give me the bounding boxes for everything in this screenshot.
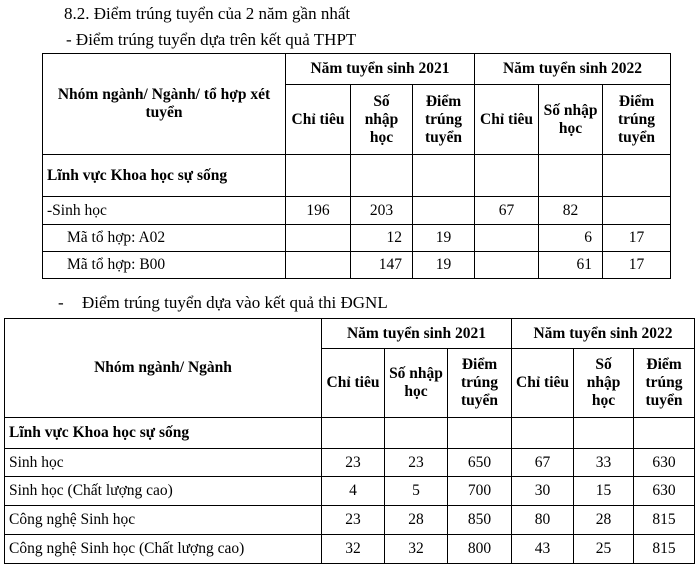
row-name: Sinh học (5, 449, 322, 477)
year-2022-header: Năm tuyển sinh 2022 (475, 54, 671, 85)
row-name: -Sinh học (43, 197, 286, 225)
score-2022: 630 (634, 449, 695, 477)
quota-2022: 80 (512, 506, 574, 535)
enrolled-2021: 32 (385, 535, 448, 564)
empty-cell (322, 418, 385, 449)
empty-cell (603, 155, 671, 197)
score-2022 (603, 197, 671, 225)
score-2021: 700 (448, 477, 512, 506)
col-score-2022: Điểm trúng tuyển (603, 85, 671, 155)
col-enrolled-2021: Số nhập học (385, 349, 448, 418)
quota-2022 (475, 225, 539, 252)
quota-2022: 67 (475, 197, 539, 225)
quota-2021: 23 (322, 449, 385, 477)
col-quota-2022: Chỉ tiêu (475, 85, 539, 155)
empty-cell (512, 418, 574, 449)
quota-2021: 32 (322, 535, 385, 564)
dgnl-dash: - (58, 293, 64, 312)
enrolled-2021: 23 (385, 449, 448, 477)
empty-cell (634, 418, 695, 449)
col-quota-2022: Chỉ tiêu (512, 349, 574, 418)
enrolled-2022: 25 (574, 535, 634, 564)
score-2022: 17 (603, 225, 671, 252)
col-enrolled-2021: Số nhập học (351, 85, 413, 155)
quota-2022 (475, 252, 539, 279)
quota-2022: 30 (512, 477, 574, 506)
enrolled-2022: 82 (539, 197, 603, 225)
quota-2021 (286, 225, 351, 252)
empty-cell (539, 155, 603, 197)
col-enrolled-2022: Số nhập học (539, 85, 603, 155)
row-name: Mã tổ hợp: B00 (43, 252, 286, 279)
col-score-2021: Điểm trúng tuyển (448, 349, 512, 418)
score-2021: 19 (413, 252, 475, 279)
enrolled-2022: 61 (539, 252, 603, 279)
table-row (5, 477, 695, 506)
field-label: Lĩnh vực Khoa học sự sống (43, 155, 286, 197)
thpt-score-table (42, 53, 671, 279)
enrolled-2022: 33 (574, 449, 634, 477)
enrolled-2021: 203 (351, 197, 413, 225)
quota-2021: 196 (286, 197, 351, 225)
score-2021: 800 (448, 535, 512, 564)
enrolled-2022: 15 (574, 477, 634, 506)
enrolled-2021: 147 (351, 252, 413, 279)
quota-2021 (286, 252, 351, 279)
empty-cell (286, 155, 351, 197)
score-2021: 850 (448, 506, 512, 535)
section-heading: 8.2. Điểm trúng tuyển của 2 năm gần nhất (64, 4, 351, 23)
quota-2022: 43 (512, 535, 574, 564)
table-row (5, 535, 695, 564)
col-enrolled-2022: Số nhập học (574, 349, 634, 418)
score-2021: 19 (413, 225, 475, 252)
quota-2022: 67 (512, 449, 574, 477)
table-row (5, 506, 695, 535)
dgnl-score-table (4, 318, 695, 564)
table-row (5, 449, 695, 477)
quota-2021: 4 (322, 477, 385, 506)
score-2022: 630 (634, 477, 695, 506)
table-row (43, 197, 671, 225)
col-score-2022: Điểm trúng tuyển (634, 349, 695, 418)
dgnl-heading-wrapper (58, 293, 388, 313)
col-score-2021: Điểm trúng tuyển (413, 85, 475, 155)
score-2022: 815 (634, 535, 695, 564)
empty-cell (574, 418, 634, 449)
group-header: Nhóm ngành/ Ngành (5, 319, 322, 418)
thpt-heading: - Điểm trúng tuyển dựa trên kết quả THPT (66, 30, 357, 49)
enrolled-2021: 28 (385, 506, 448, 535)
enrolled-2022: 28 (574, 506, 634, 535)
score-2021: 650 (448, 449, 512, 477)
score-2022: 815 (634, 506, 695, 535)
row-name: Mã tổ hợp: A02 (43, 225, 286, 252)
quota-2021: 23 (322, 506, 385, 535)
table-row (43, 225, 671, 252)
empty-cell (475, 155, 539, 197)
field-label: Lĩnh vực Khoa học sự sống (5, 418, 322, 449)
empty-cell (448, 418, 512, 449)
row-name: Công nghệ Sinh học (Chất lượng cao) (5, 535, 322, 564)
table-row (43, 252, 671, 279)
row-name: Sinh học (Chất lượng cao) (5, 477, 322, 506)
empty-cell (385, 418, 448, 449)
year-2021-header: Năm tuyển sinh 2021 (286, 54, 475, 85)
group-header: Nhóm ngành/ Ngành/ tổ hợp xét tuyển (43, 54, 286, 155)
col-quota-2021: Chỉ tiêu (286, 85, 351, 155)
enrolled-2022: 6 (539, 225, 603, 252)
dgnl-heading: Điểm trúng tuyển dựa vào kết quả thi ĐGNL (82, 293, 388, 312)
score-2021 (413, 197, 475, 225)
row-name: Công nghệ Sinh học (5, 506, 322, 535)
empty-cell (413, 155, 475, 197)
year-2021-header: Năm tuyển sinh 2021 (322, 319, 512, 349)
year-2022-header: Năm tuyển sinh 2022 (512, 319, 695, 349)
empty-cell (351, 155, 413, 197)
col-quota-2021: Chỉ tiêu (322, 349, 385, 418)
enrolled-2021: 12 (351, 225, 413, 252)
enrolled-2021: 5 (385, 477, 448, 506)
score-2022: 17 (603, 252, 671, 279)
